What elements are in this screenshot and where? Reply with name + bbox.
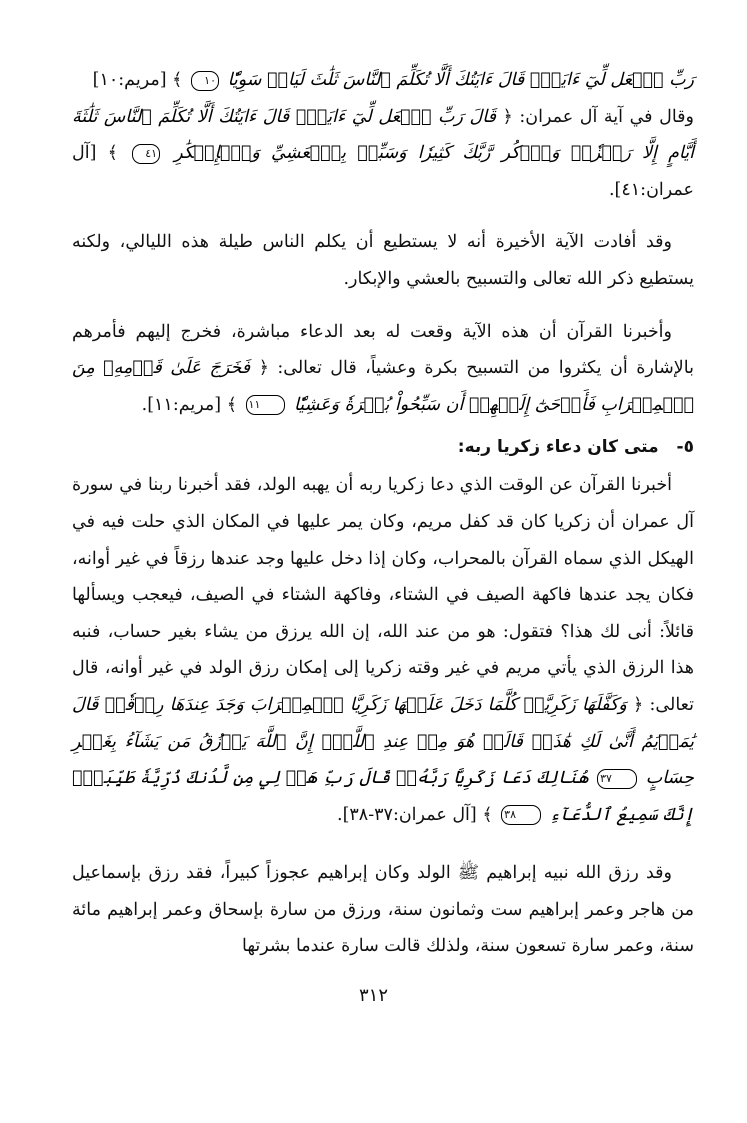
- ayah-number-marker: ٣٧: [597, 769, 637, 789]
- paragraph-text: أخبرنا القرآن عن الوقت الذي دعا زكريا ربه أن يهبه الولد، فقد أخبرنا ربنا في سورة آل عمران أن زكريا كان قد كفل مريم، وكان يمر عليها في المكان الذي حلت فيه في الهيكل الذي سماه القرآن بالمحراب، وكان إذا دخل عليها وجد عندها رزقاً في غير أوانه، فكان يجد عندها فاكهة الصيف في الشتاء، وفاكهة الشتاء في الصيف، فيعجب ويسألها قائلاً: أنى لك هذا؟ فتقول: هو من عند الله، إن الله يرزق من يشاء بغير حساب، فنبه هذا الرزق الذي يأتي مريم في غير وقته زكريا إلى إمكان رزق الولد في غير أوانه، قال تعالى:: [72, 475, 694, 715]
- paragraph-text: وقال في آية آل عمران:: [519, 106, 694, 127]
- paragraph-went-out: [72, 314, 694, 424]
- quran-open-brace: ﴿: [258, 358, 269, 379]
- ayah-number-marker: ٤١: [132, 144, 160, 164]
- quran-verse: فَخَرَجَ عَلَىٰ قَوۡمِهِۦ مِنَ ٱلۡمِحۡرَابِ فَأَوۡحَىٰٓ إِلَيۡهِمۡ أَن سَبِّحُواْ بُكۡرَةٗ وَعَشِيّٗا: [72, 358, 694, 415]
- verse-reference: [مريم:١٠]: [92, 70, 167, 90]
- paragraph-explanation: وقد أفادت الآية الأخيرة أنه لا يستطيع أن يكلم الناس طيلة هذه الليالي، ولكنه يستطيع ذكر الله تعالى والتسبيح بالعشي والإبكار.: [72, 232, 694, 289]
- quran-close-brace: ﴾: [172, 70, 183, 90]
- paragraph-al-imran-41: [72, 99, 694, 209]
- paragraph-zakariya-prayer: [72, 467, 694, 833]
- verse-reference: [مريم:١١].: [141, 394, 222, 415]
- quran-verse: هُنَالِكَ دَعَا زَكَرِيَّا رَبَّهُۥۖ قَالَ رَبِّ هَبۡ لِي مِن لَّدُنكَ ذُرِّيَّةٗ طَيِّبَةًۖ إِنَّكَ سَمِيعُ ٱلدُّعَآءِ: [72, 768, 694, 825]
- section-number: ٥-: [676, 437, 694, 458]
- quran-verse: قَالَ رَبِّ ٱجۡعَل لِّيٓ ءَايَةٗۖ قَالَ ءَايَتُكَ أَلَّا تُكَلِّمَ ٱلنَّاسَ ثَلَٰثَةَ أَيَّامٍ إِلَّا رَمۡزٗاۗ وَٱذۡكُر رَّبَّكَ كَثِيرٗا وَسَبِّحۡ بِٱلۡعَشِيِّ وَٱلۡإِبۡكَٰرِ: [72, 106, 694, 164]
- verse-reference: [آل عمران:٣٧-٣٨].: [337, 804, 477, 825]
- quran-open-brace: ﴿: [502, 106, 513, 127]
- verse-reference: [آل عمران:٤١].: [72, 143, 694, 200]
- quran-close-brace: ﴾: [107, 143, 118, 164]
- page-body: [72, 62, 694, 965]
- quran-close-brace: ﴾: [482, 804, 493, 825]
- paragraph-ibrahim: وقد رزق الله نبيه إبراهيم ﷺ الولد وكان إبراهيم عجوزاً كبيراً، فقد رزق بإسماعيل من هاجر وعمر إبراهيم ست وثمانون سنة، ورزق من سارة بإسحاق وعمر إبراهيم مائة سنة، وعمر سارة تسعون سنة، ولذلك قالت سارة عندما بشرتها: [72, 863, 694, 957]
- paragraph-verse-maryam-10: [72, 62, 694, 99]
- page-number: ٣١٢: [358, 985, 388, 1006]
- paragraph-text: وأخبرنا القرآن أن هذه الآية وقعت له بعد الدعاء مباشرة، فخرج إليهم فأمرهم بالإشارة أن يكثروا من التسبيح بكرة وعشياً، قال تعالى:: [72, 321, 694, 379]
- ayah-number-marker: ١٠: [191, 71, 219, 91]
- section-title: متى كان دعاء زكريا ربه:: [457, 437, 659, 458]
- quran-verse: رَبِّ ٱجۡعَل لِّيٓ ءَايَةٗۚ قَالَ ءَايَتُكَ أَلَّا تُكَلِّمَ ٱلنَّاسَ ثَلَٰثَ لَيَالٖ سَوِيّٗا: [227, 70, 694, 90]
- quran-verse: وَكَفَّلَهَا زَكَرِيَّاۖ كُلَّمَا دَخَلَ عَلَيۡهَا زَكَرِيَّا ٱلۡمِحۡرَابَ وَجَدَ عِندَهَا رِزۡقٗاۖ قَالَ يَٰمَرۡيَمُ أَنَّىٰ لَكِ هَٰذَاۖ قَالَتۡ هُوَ مِنۡ عِندِ ٱللَّهِۖ إِنَّ ٱللَّهَ يَرۡزُقُ مَن يَشَآءُ بِغَيۡرِ حِسَابٍ: [72, 694, 694, 789]
- ayah-number-marker: ١١: [246, 395, 286, 415]
- quran-close-brace: ﴾: [226, 394, 237, 415]
- section-heading: [72, 429, 694, 465]
- ayah-number-marker: ٣٨: [501, 805, 541, 825]
- quran-open-brace: ﴿: [633, 694, 644, 715]
